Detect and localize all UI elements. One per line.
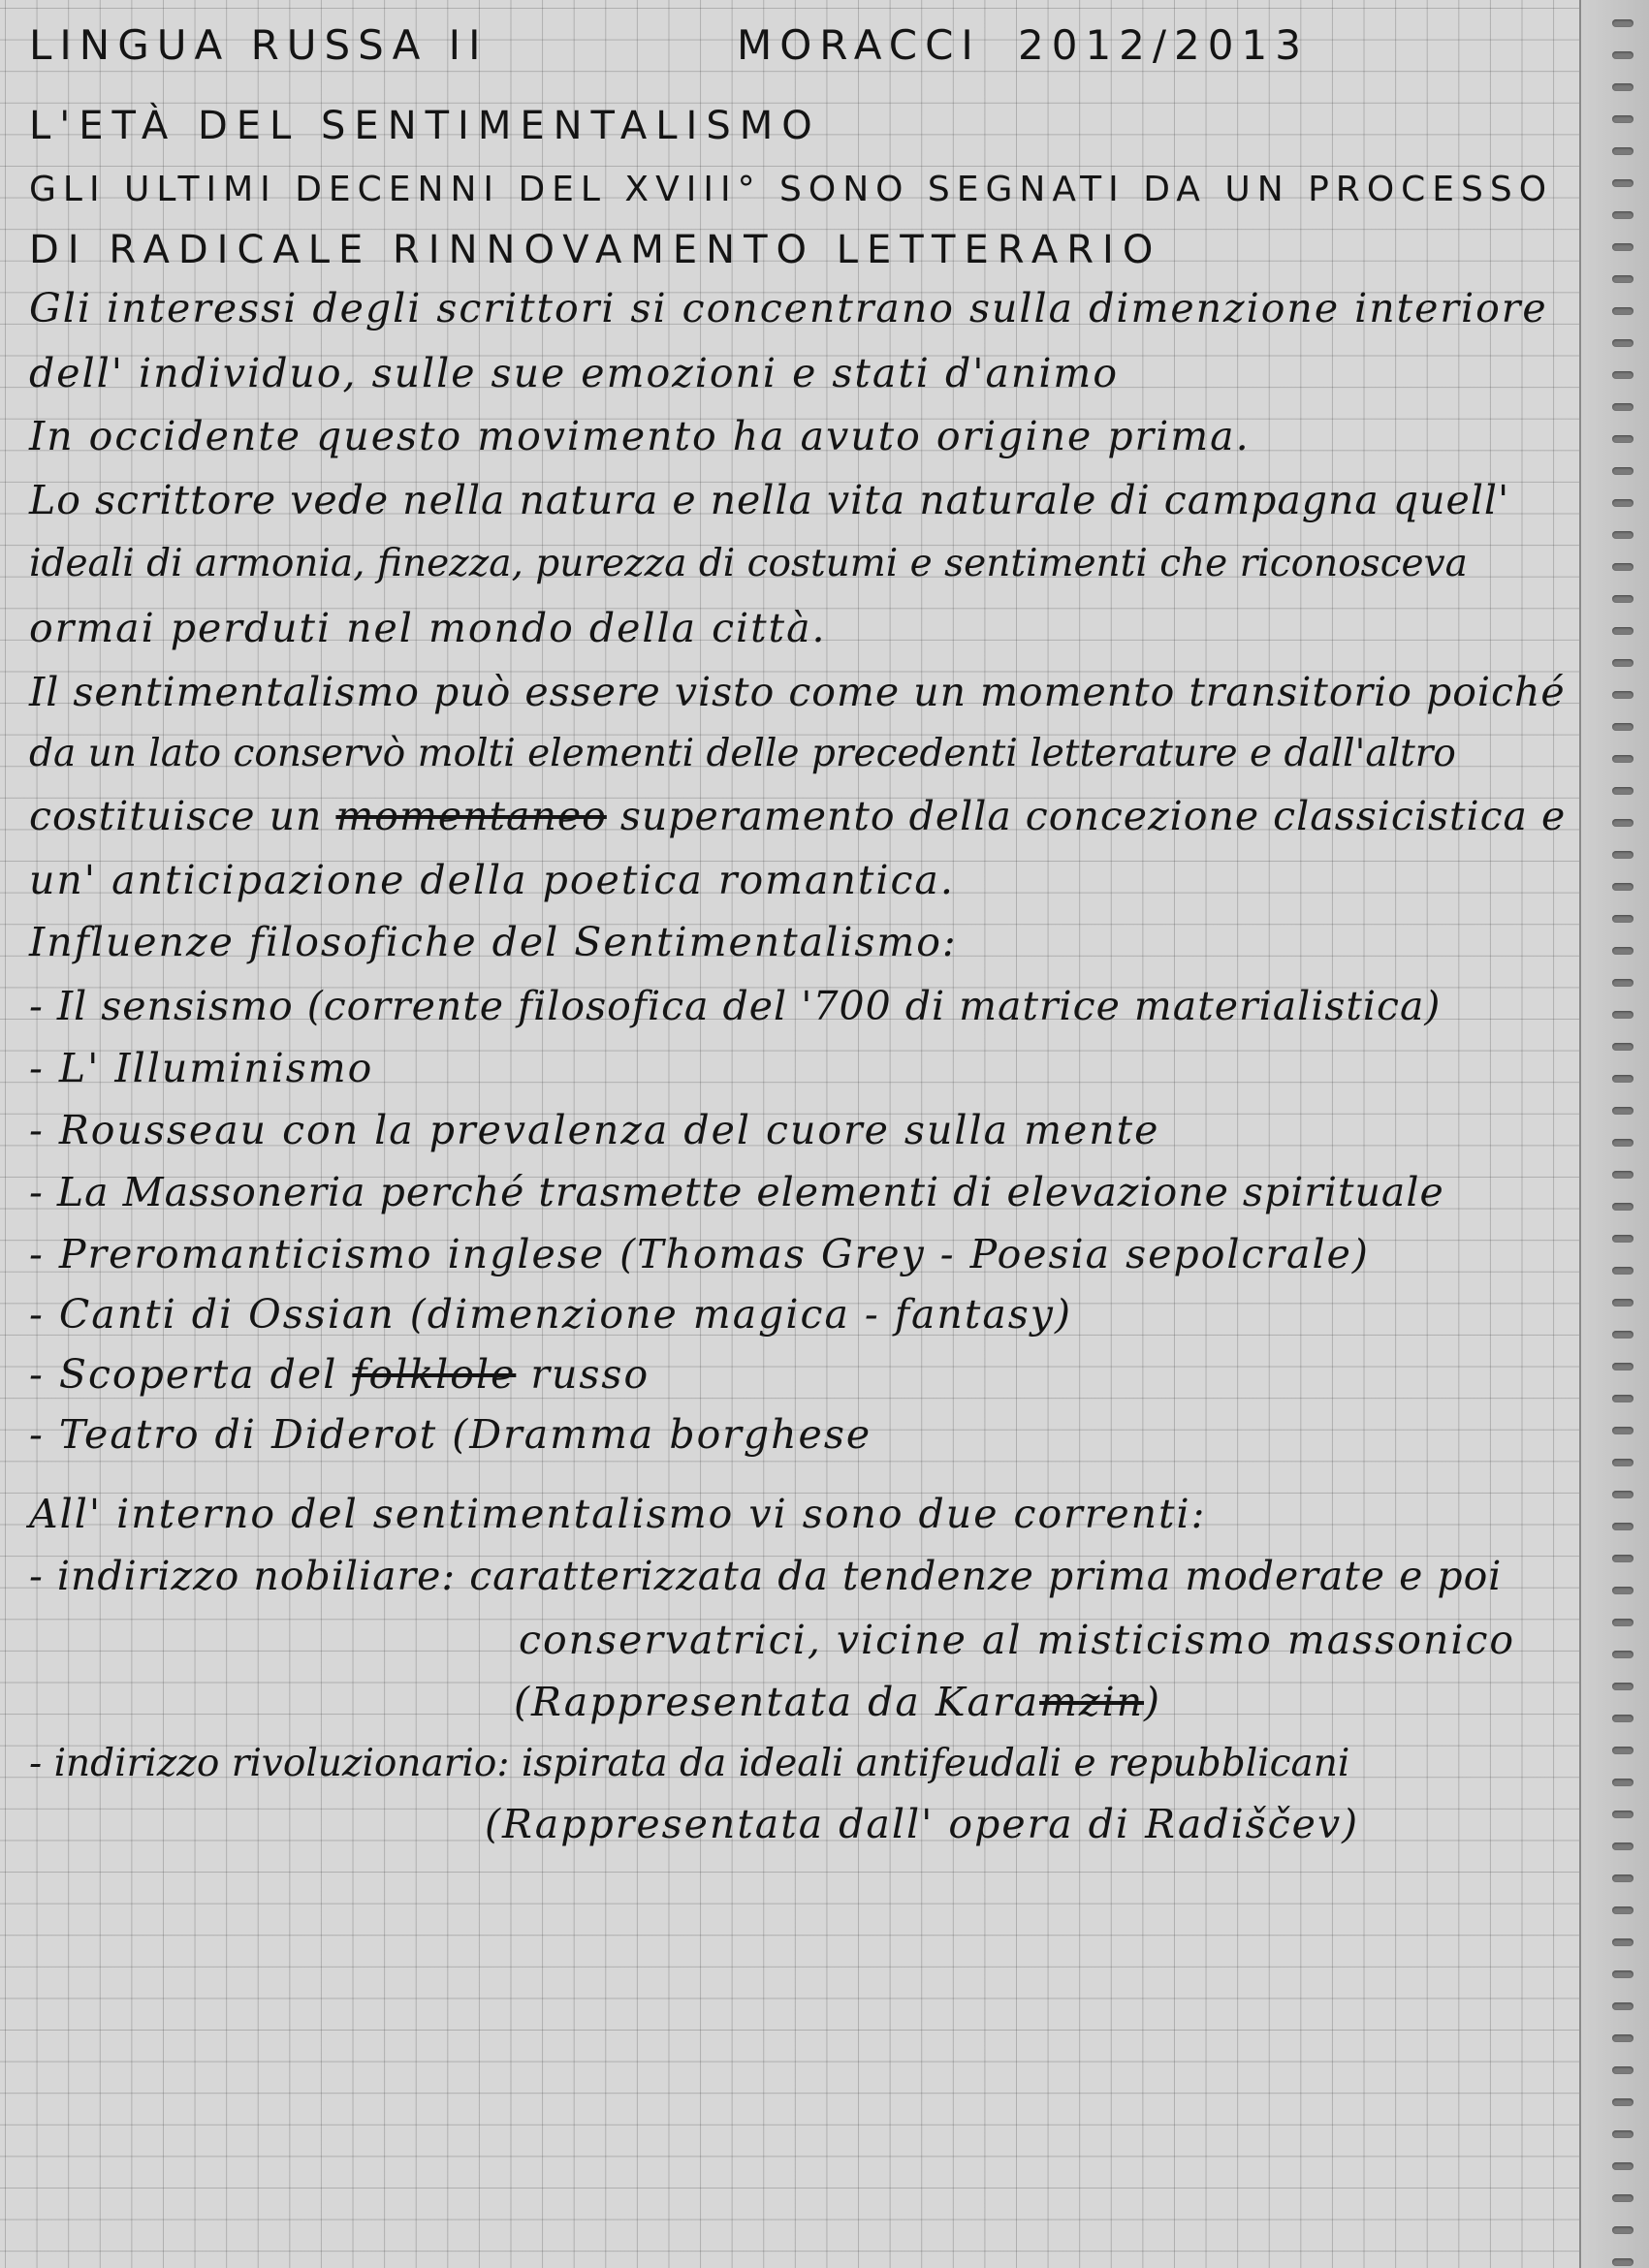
list-item: - Canti di Ossian (dimenzione magica - fantasy) [29, 1291, 1072, 1338]
list-item: - La Massoneria perché trasmette elementi di elevazione spirituale [29, 1169, 1444, 1215]
text-fragment: costituisce un [29, 793, 336, 839]
binding-hole [1612, 2034, 1633, 2042]
binding-hole [1612, 1235, 1633, 1243]
binding-hole [1612, 851, 1633, 859]
binding-hole [1612, 83, 1633, 91]
binding-hole [1612, 2162, 1633, 2170]
binding-hole [1612, 211, 1633, 219]
list-item: - Preromanticismo inglese (Thomas Grey - Poesia sepolcrale) [29, 1231, 1370, 1277]
binding-hole [1612, 691, 1633, 699]
binding-hole [1612, 1395, 1633, 1402]
header-course: LINGUA RUSSA II [29, 21, 489, 69]
text-line: un' anticipazione della poetica romantica. [29, 857, 955, 903]
binding-hole [1612, 1619, 1633, 1626]
text-fragment: (Rappresentata da Kara [514, 1679, 1040, 1725]
binding-hole [1612, 1938, 1633, 1946]
binding-hole [1612, 467, 1633, 475]
binding-hole [1612, 755, 1633, 763]
binding-hole [1612, 723, 1633, 731]
binding-hole [1612, 627, 1633, 635]
binding-hole [1612, 947, 1633, 955]
binding-hole [1612, 1075, 1633, 1083]
binding-hole [1612, 563, 1633, 571]
binding-hole [1612, 1107, 1633, 1115]
binding-hole [1612, 1906, 1633, 1914]
text-line: da un lato conservò molti elementi delle precedenti letterature e dall'altro [29, 732, 1456, 775]
list-item: - indirizzo rivoluzionario: ispirata da ideali antifeudali e repubblicani [29, 1742, 1350, 1785]
binding-hole [1612, 1331, 1633, 1339]
binding-hole [1612, 1843, 1633, 1850]
binding-hole [1612, 1491, 1633, 1498]
crossed-out-word: mzin [1039, 1679, 1145, 1725]
binding-hole [1612, 1363, 1633, 1370]
text-line-with-correction [514, 1679, 1162, 1725]
notebook-binding [1579, 0, 1649, 2268]
binding-hole [1612, 1587, 1633, 1594]
text-line: Lo scrittore vede nella natura e nella vita naturale di campagna quell' [29, 477, 1510, 523]
binding-hole [1612, 1651, 1633, 1658]
binding-hole [1612, 1747, 1633, 1754]
binding-hole [1612, 1267, 1633, 1275]
list-item: - indirizzo nobiliare: caratterizzata da tendenze prima moderate e poi [29, 1553, 1503, 1599]
binding-hole [1612, 499, 1633, 507]
section-heading: All' interno del sentimentalismo vi sono due correnti: [29, 1491, 1207, 1537]
text-line: ormai perduti nel mondo della città. [29, 605, 827, 651]
section-heading: Influenze filosofiche del Sentimentalismo: [29, 919, 958, 965]
binding-hole [1612, 915, 1633, 923]
binding-hole [1612, 1555, 1633, 1562]
header-teacher: MORACCI [737, 21, 981, 69]
binding-hole [1612, 1970, 1633, 1978]
binding-hole [1612, 2066, 1633, 2074]
title-line: L'ETÀ DEL SENTIMENTALISMO [29, 104, 821, 148]
binding-hole [1612, 2002, 1633, 2010]
binding-hole [1612, 403, 1633, 411]
binding-hole [1612, 115, 1633, 123]
text-line-with-correction [29, 793, 1567, 839]
text-line: Gli interessi degli scrittori si concentrano sulla dimenzione interiore [29, 285, 1548, 331]
binding-hole [1612, 883, 1633, 891]
binding-hole [1612, 1523, 1633, 1530]
binding-hole [1612, 2258, 1633, 2266]
list-item [29, 1351, 650, 1398]
binding-hole [1612, 275, 1633, 283]
text-line: Il sentimentalismo può essere visto come un momento transitorio poiché [29, 669, 1566, 715]
binding-hole [1612, 243, 1633, 251]
intro-line-2: DI RADICALE RINNOVAMENTO LETTERARIO [29, 228, 1162, 272]
binding-hole [1612, 531, 1633, 539]
text-fragment: ) [1144, 1679, 1162, 1725]
binding-hole [1612, 307, 1633, 315]
text-line: ideali di armonia, finezza, purezza di costumi e sentimenti che riconosceva [29, 542, 1468, 585]
binding-hole [1612, 435, 1633, 443]
binding-hole [1612, 1203, 1633, 1211]
binding-hole [1612, 51, 1633, 59]
binding-hole [1612, 1811, 1633, 1818]
text-line: conservatrici, vicine al misticismo massonico [519, 1617, 1516, 1663]
binding-hole [1612, 339, 1633, 347]
binding-hole [1612, 659, 1633, 667]
text-fragment: superamento della concezione classicistica e [606, 793, 1567, 839]
binding-hole [1612, 1043, 1633, 1051]
list-item: - Rousseau con la prevalenza del cuore sulla mente [29, 1107, 1160, 1153]
binding-hole [1612, 979, 1633, 987]
binding-hole [1612, 179, 1633, 187]
binding-hole [1612, 371, 1633, 379]
binding-hole [1612, 1171, 1633, 1179]
binding-hole [1612, 819, 1633, 827]
text-fragment: russo [516, 1351, 650, 1398]
binding-hole [1612, 1011, 1633, 1019]
binding-hole [1612, 1299, 1633, 1307]
binding-hole [1612, 1427, 1633, 1434]
text-line: (Rappresentata dall' opera di Radiščev) [485, 1801, 1360, 1847]
binding-hole [1612, 1874, 1633, 1882]
text-line: In occidente questo movimento ha avuto origine prima. [29, 413, 1251, 459]
intro-line-1: GLI ULTIMI DECENNI DEL XVIII° SONO SEGNATI DA UN PROCESSO [29, 170, 1554, 209]
binding-hole [1612, 1779, 1633, 1786]
binding-hole [1612, 2098, 1633, 2106]
binding-hole [1612, 147, 1633, 155]
binding-hole [1612, 19, 1633, 27]
text-fragment: - Scoperta del [29, 1351, 353, 1398]
text-line: dell' individuo, sulle sue emozioni e stati d'animo [29, 350, 1119, 396]
header-year: 2012/2013 [1018, 21, 1309, 69]
binding-hole [1612, 2194, 1633, 2202]
binding-hole [1612, 2130, 1633, 2138]
list-item: - Il sensismo (corrente filosofica del '700 di matrice materialistica) [29, 983, 1442, 1029]
crossed-out-word: momentaneo [335, 793, 607, 839]
binding-hole [1612, 1459, 1633, 1466]
binding-hole [1612, 787, 1633, 795]
crossed-out-word: folklole [352, 1351, 517, 1398]
list-item: - Teatro di Diderot (Dramma borghese [29, 1411, 872, 1458]
binding-hole [1612, 1715, 1633, 1722]
binding-hole [1612, 595, 1633, 603]
list-item: - L' Illuminismo [29, 1045, 374, 1091]
binding-hole [1612, 1139, 1633, 1147]
binding-hole [1612, 1683, 1633, 1690]
binding-hole [1612, 2226, 1633, 2234]
